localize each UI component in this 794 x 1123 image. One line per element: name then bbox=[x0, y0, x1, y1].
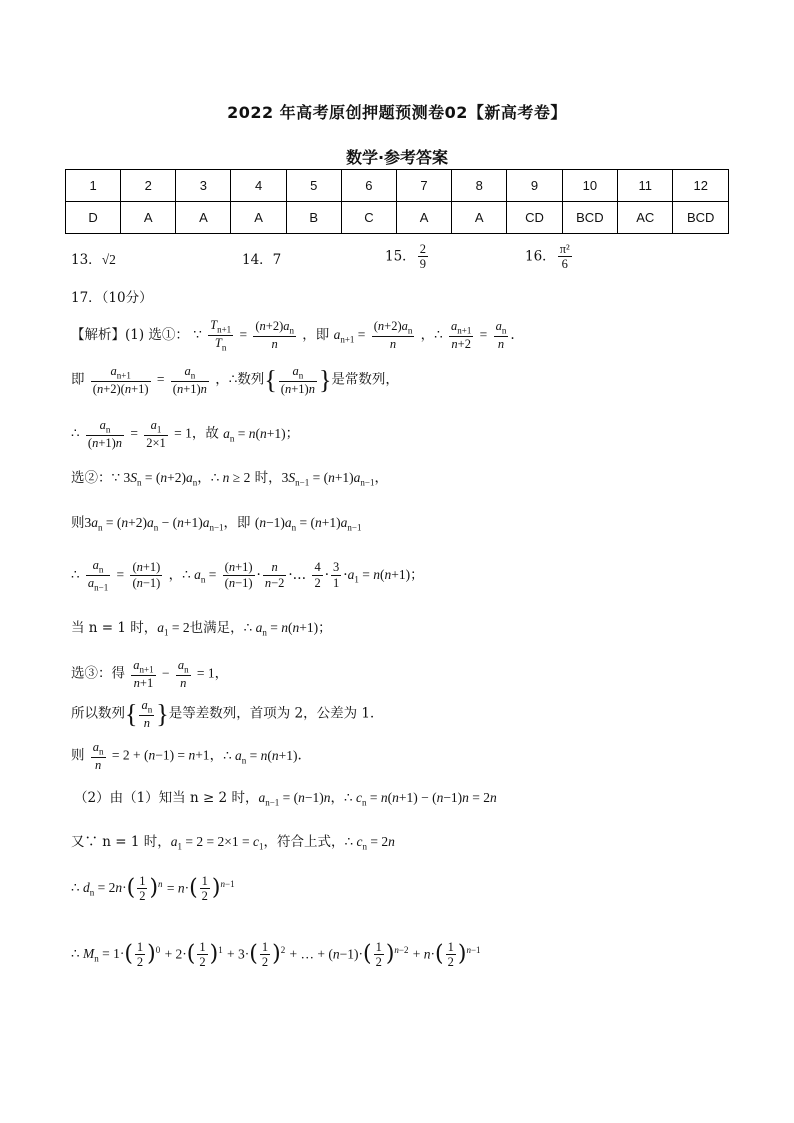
answer-cell: C bbox=[341, 202, 396, 234]
answer-cell: AC bbox=[618, 202, 673, 234]
question-number-cell: 7 bbox=[396, 170, 451, 202]
solution-line-12: 又∵ n = 1 时，$a_1 = 2 = 2\times 1 = c_1$，符合上式，∴ $c_n = 2n$ bbox=[71, 834, 395, 852]
answer-cell: D bbox=[66, 202, 121, 234]
answer-cell: B bbox=[286, 202, 341, 234]
question-number-cell: 5 bbox=[286, 170, 341, 202]
question-number-cell: 11 bbox=[618, 170, 673, 202]
question-number-cell: 6 bbox=[341, 170, 396, 202]
answer-cell: A bbox=[231, 202, 286, 234]
question-number-cell: 12 bbox=[673, 170, 729, 202]
question-number-cell: 9 bbox=[507, 170, 562, 202]
question-number-cell: 4 bbox=[231, 170, 286, 202]
solution-line-2: 即 $\frac{a_{n+1}}{(n+2)(n+1)}$ = $\frac{a_n}{(n+1)n}$ ，∴数列{ $\frac{a_n}{(n+1)n}$ }是常数列， bbox=[71, 364, 399, 396]
answer-13: 13．√2 bbox=[71, 252, 116, 268]
q17-heading: 17．（10分） bbox=[71, 290, 153, 306]
answer-16: 16． $\frac{\text{π²}}{6}$ bbox=[525, 242, 570, 272]
solution-line-5: 则$3a_n = (n+2)a_n - (n+1)a_{n-1}$，即 $(n-1)a_n = (n+1)a_{n-1}$ bbox=[71, 515, 362, 533]
answer-table bbox=[65, 169, 729, 234]
solution-line-6: ∴ $\frac{a_n}{a_{n-1}}$ = $\frac{(n+1)}{(n-1)}$ ，∴ $a_n$ = $\frac{(n+1)}{(n-1)}$ · $\frac{n}{n-2}$ ·… $\frac{4}{2}$ · $\frac{3}{1}$ $\cdot a_1 = n(n+1)$； bbox=[71, 558, 424, 593]
answer-cell: A bbox=[452, 202, 507, 234]
solution-line-3: ∴ $\frac{a_n}{(n+1)n}$ = $\frac{a_1}{2\times 1}$ = 1，故 $a_n = n(n+1)$； bbox=[71, 418, 300, 450]
answer-14: 14．7 bbox=[242, 252, 282, 268]
answer-table-answer-row bbox=[66, 202, 729, 234]
solution-line-9: 所以数列{ $\frac{a_n}{n}$ }是等差数列，首项为 2，公差为 1． bbox=[71, 698, 384, 730]
answer-cell: A bbox=[396, 202, 451, 234]
solution-line-4: 选②：∵ $3S_n = (n+2)a_n$，∴ n ≥ 2 时，$3S_{n-1} = (n+1)a_{n-1}$， bbox=[71, 470, 388, 488]
page-title: 2022 年高考原创押题预测卷02【新高考卷】 bbox=[227, 103, 567, 122]
page-subtitle: 数学·参考答案 bbox=[345, 148, 449, 167]
answer-cell: BCD bbox=[562, 202, 618, 234]
solution-line-13: ∴ $d_n = 2n\cdot$( $\frac{1}{2}$ )$^n$ = n·( $\frac{1}{2}$ )$^{n-1}$ bbox=[71, 874, 235, 904]
question-number-cell: 2 bbox=[121, 170, 176, 202]
answer-cell: A bbox=[176, 202, 231, 234]
answer-cell: BCD bbox=[673, 202, 729, 234]
solution-line-11: （2）由（1）知当 n ≥ 2 时，$a_{n-1} = (n-1)n$，∴ $c_n = n(n+1) - (n-1)n = 2n$ bbox=[74, 790, 497, 808]
question-number-cell: 3 bbox=[176, 170, 231, 202]
solution-line-8: 选③：得 $\frac{a_{n+1}}{n+1}$ − $\frac{a_n}{n}$ = 1， bbox=[71, 658, 229, 690]
solution-line-10: 则 $\frac{a_n}{n}$ = 2 + (n−1) = n+1，∴ $a_n = n(n+1)$. bbox=[71, 740, 302, 772]
answer-table-number-row bbox=[66, 170, 729, 202]
question-number-cell: 1 bbox=[66, 170, 121, 202]
question-number-cell: 8 bbox=[452, 170, 507, 202]
answer-cell: CD bbox=[507, 202, 562, 234]
solution-line-7: 当 n = 1 时，$a_1 = 2$也满足，∴ $a_n = n(n+1)$； bbox=[71, 620, 332, 638]
solution-line-1: 【解析】(1) 选①： ∵ $\frac{T_{n+1}}{T_n}$ = $\frac{(n+2)a_n}{n}$ ，即 $a_{n+1}$ = $\frac{(n+2)a_n}{n}$ ，∴ $\frac{a_{n+1}}{n+2}$ = $\frac{a_n}{n}$ . bbox=[71, 318, 515, 353]
answer-cell: A bbox=[121, 202, 176, 234]
solution-line-14: ∴ $M_n = 1\cdot$( $\frac{1}{2}$ )$^0$ + 2·( $\frac{1}{2}$ )$^1$ + 3·( $\frac{1}{2}$ )$^2$ + … + (n−1)·( $\frac{1}{2}$ )$^{n-2}$ + n·( $\frac{1}{2}$ )$^{n-1}$ bbox=[71, 940, 481, 970]
question-number-cell: 10 bbox=[562, 170, 618, 202]
answer-15: 15． $\frac{2}{9}$ bbox=[385, 242, 426, 272]
